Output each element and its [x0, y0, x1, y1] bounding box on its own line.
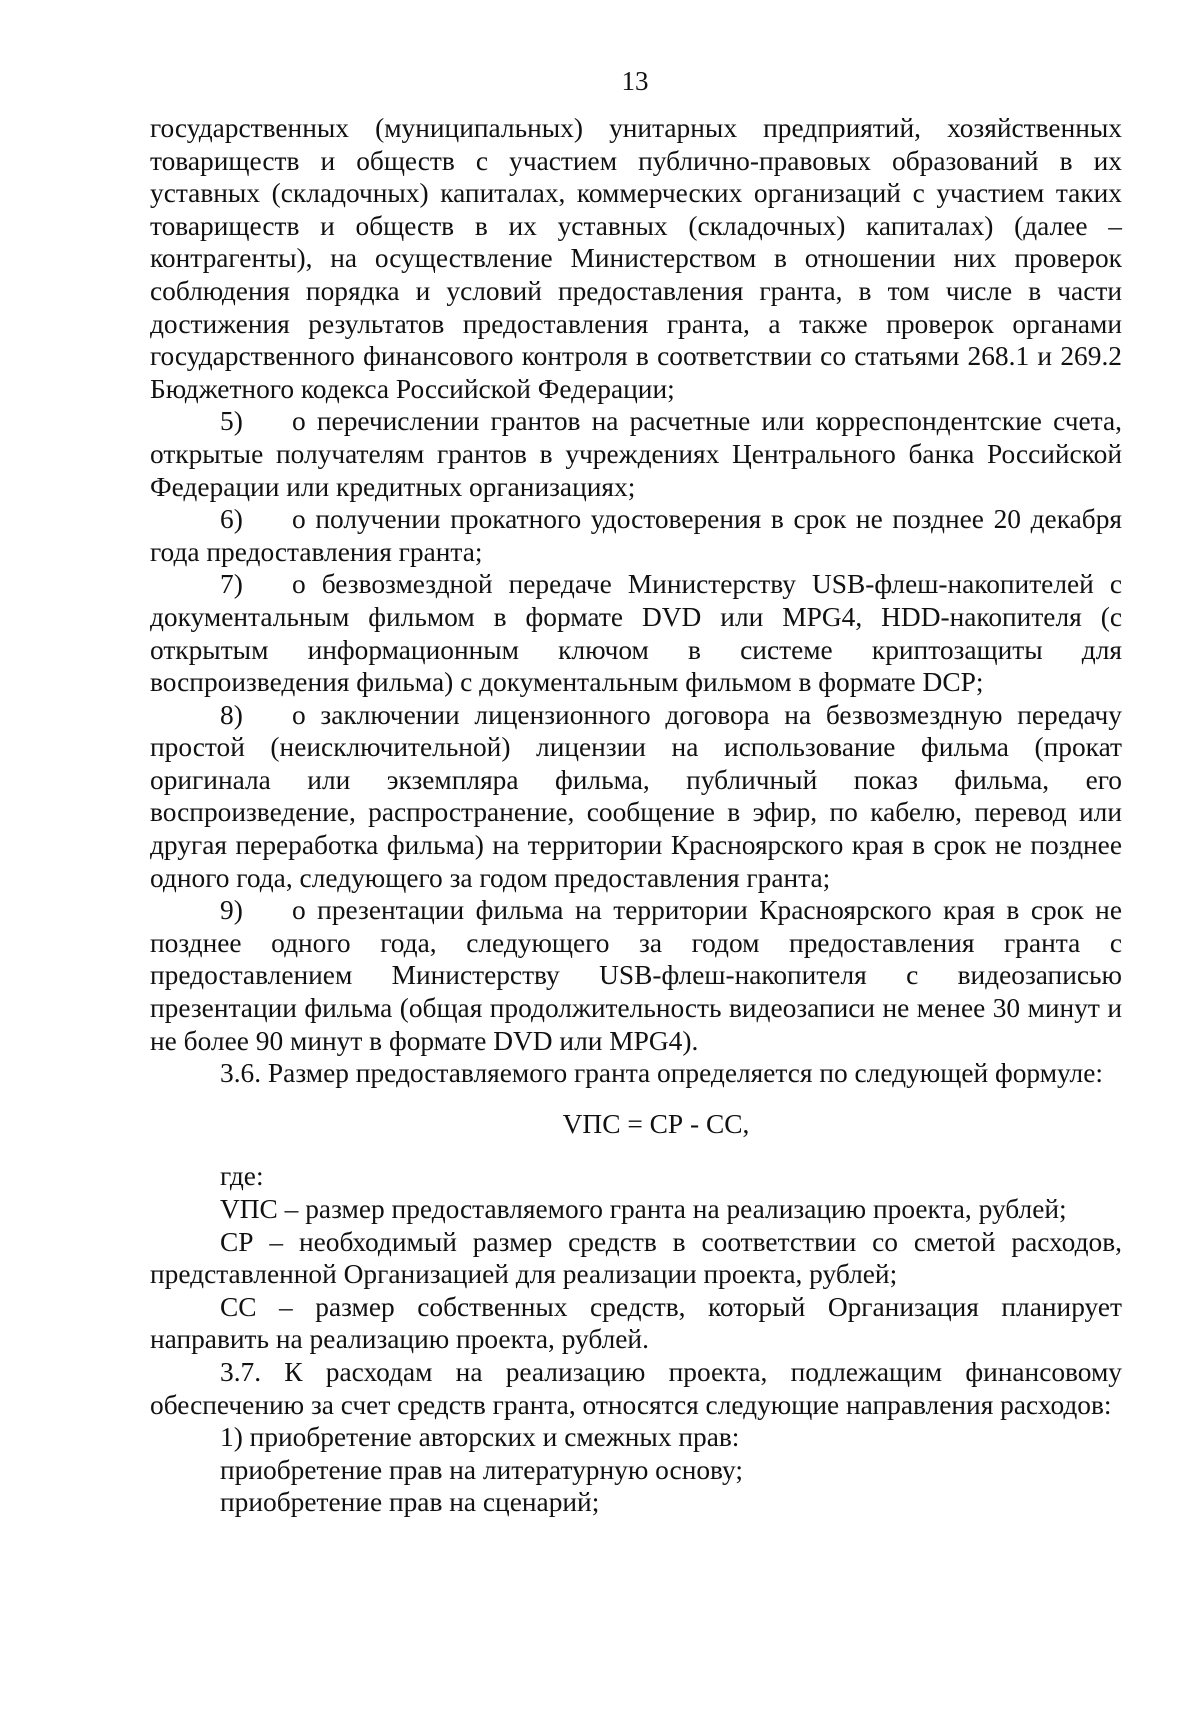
list-item-9-text: о презентации фильма на территории Красноярского края в срок не позднее одного года, следующего за годом предоставления гранта с предоставлением Министерству USB-флеш-накопителя с видеозаписью презентации фильма (общая продолжительность видеозаписи не менее 30 минут и не более 90 минут в формате DVD или MPG4).	[150, 895, 1122, 1056]
list-item-8-number: 8)	[220, 699, 243, 730]
list-item-6-number: 6)	[220, 504, 243, 535]
page-number: 13	[621, 66, 649, 96]
definition-ss: СС – размер собственных средств, который Организация планирует направить на реализацию проекта, рублей.	[150, 1291, 1122, 1355]
section-3-6: 3.6. Размер предоставляемого гранта определяется по следующей формуле:	[220, 1058, 1103, 1089]
list-item-5-text: о перечислении грантов на расчетные или корреспондентские счета, открытые получателям грантов в учреждениях Центрального банка Российской Федерации или кредитных организациях;	[150, 406, 1122, 502]
list-item-8	[150, 699, 1122, 895]
list-item-7-text: о безвозмездной передаче Министерству USB-флеш-накопителей с документальным фильмом в формате DVD или MPG4, HDD-накопителя (с открытым информационным ключом в системе криптозащиты для воспроизведения фильма) с документальным фильмом в формате DCP;	[150, 569, 1122, 698]
list-item-9	[150, 894, 1122, 1057]
list-item-5-number: 5)	[220, 406, 243, 437]
expense-item-1a: приобретение прав на литературную основу;	[220, 1454, 743, 1485]
formula-where: где:	[220, 1161, 264, 1192]
definition-sr: СР – необходимый размер средств в соответствии со сметой расходов, представленной Организацией для реализации проекта, рублей;	[150, 1226, 1122, 1290]
document-body	[150, 112, 1122, 1519]
list-item-9-number: 9)	[220, 895, 243, 926]
list-item-5	[150, 405, 1122, 503]
section-3-7: 3.7. К расходам на реализацию проекта, подлежащим финансовому обеспечению за счет средств гранта, относятся следующие направления расходов:	[150, 1356, 1122, 1420]
list-item-6-text: о получении прокатного удостоверения в срок не позднее 20 декабря года предоставления гранта;	[150, 504, 1122, 567]
grant-formula: VПС = СР - СС,	[562, 1108, 750, 1139]
list-item-7	[150, 568, 1122, 698]
paragraph-continuation: государственных (муниципальных) унитарных предприятий, хозяйственных товариществ и обществ с участием публично-правовых образований в их уставных (складочных) капиталах, коммерческих организаций с участием таких товариществ и обществ в их уставных (складочных) капиталах) (далее – контрагенты), на осуществление Министерством в отношении них проверок соблюдения порядка и условий предоставления гранта, в том числе в части достижения результатов предоставления гранта, а также проверок органами государственного финансового контроля в соответствии со статьями 268.1 и 269.2 Бюджетного кодекса Российской Федерации;	[150, 113, 1122, 404]
list-item-6	[150, 503, 1122, 568]
expense-item-1b: приобретение прав на сценарий;	[220, 1487, 600, 1518]
definition-vps: VПС – размер предоставляемого гранта на реализацию проекта, рублей;	[220, 1194, 1067, 1224]
list-item-7-number: 7)	[220, 569, 243, 600]
expense-item-1: 1) приобретение авторских и смежных прав:	[220, 1422, 740, 1453]
list-item-8-text: о заключении лицензионного договора на безвозмездную передачу простой (неисключительной) лицензии на использование фильма (прокат оригинала или экземпляра фильма, публичный показ фильма, его воспроизведение, распространение, сообщение в эфир, по кабелю, перевод или другая переработка фильма) на территории Красноярского края в срок не позднее одного года, следующего за годом предоставления гранта;	[150, 699, 1122, 893]
